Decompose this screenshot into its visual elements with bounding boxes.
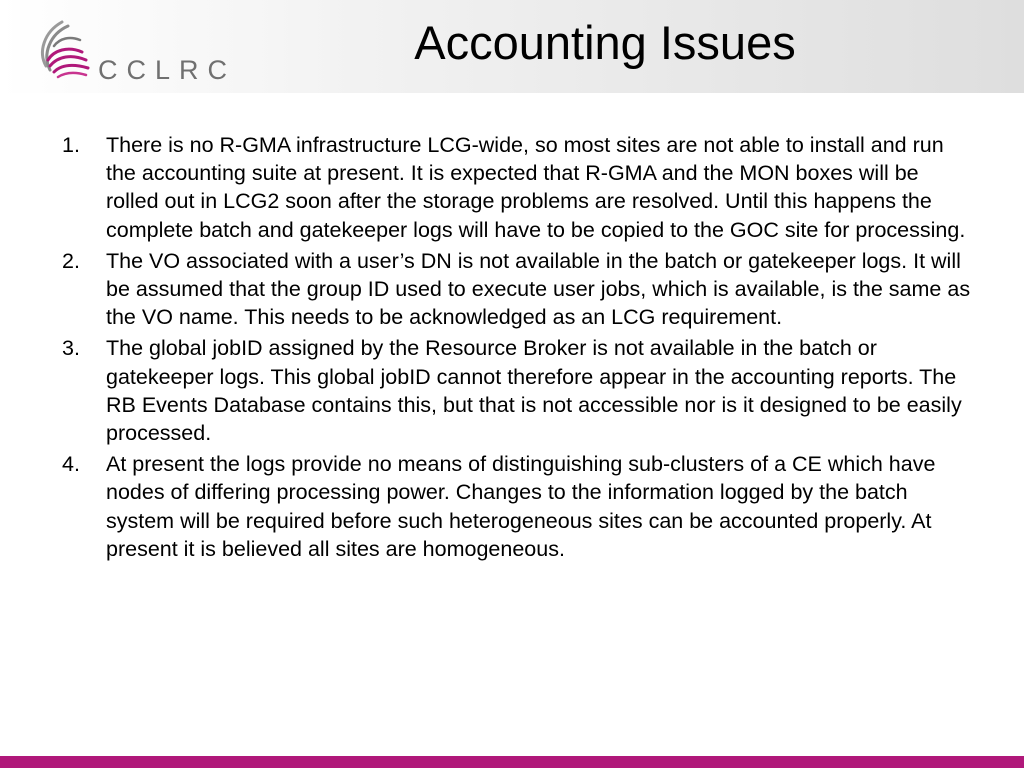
list-item: [62, 450, 972, 563]
page-title: Accounting Issues: [414, 16, 796, 69]
list-item-text: At present the logs provide no means of distinguishing sub-clusters of a CE which have nodes of differing processing power. Changes to the information logged by the batch system will be required before such heterogeneous sites can be accounted properly. At present it is believed all sites are homogeneous.: [106, 452, 936, 561]
list-item: [62, 247, 972, 332]
list-item-text: The VO associated with a user’s DN is not available in the batch or gatekeeper logs. It will be assumed that the group ID used to execute user jobs, which is available, is the same as the VO name. This needs to be acknowledged as an LCG requirement.: [106, 248, 971, 330]
list-item-text: There is no R-GMA infrastructure LCG-wide, so most sites are not able to install and run the accounting suite at present. It is expected that R-GMA and the MON boxes will be rolled out in LCG2 soon after the storage problems are resolved. Until this happens the complete batch and gatekeeper logs will have to be copied to the GOC site for processing.: [106, 133, 966, 242]
list-item-number: 4.: [62, 452, 80, 477]
list-item: [62, 334, 972, 447]
list-item-number: 1.: [62, 133, 80, 157]
list-item-number: 3.: [62, 336, 80, 361]
bottom-accent-bar: [0, 756, 1024, 768]
list-item: [62, 131, 972, 244]
slide-header: [0, 0, 1024, 93]
cclrc-logo: [36, 14, 246, 86]
logo-text: CCLRC: [98, 55, 237, 85]
issue-list: [62, 131, 972, 566]
list-item-text: The global jobID assigned by the Resource Broker is not available in the batch or gatekeeper logs. This global jobID cannot therefore appear in the accounting reports. The RB Events Database contains this, but that is not accessible nor is it designed to be easily processed.: [106, 336, 962, 446]
cclrc-swirl-icon: [36, 14, 96, 86]
list-item-number: 2.: [62, 248, 80, 273]
